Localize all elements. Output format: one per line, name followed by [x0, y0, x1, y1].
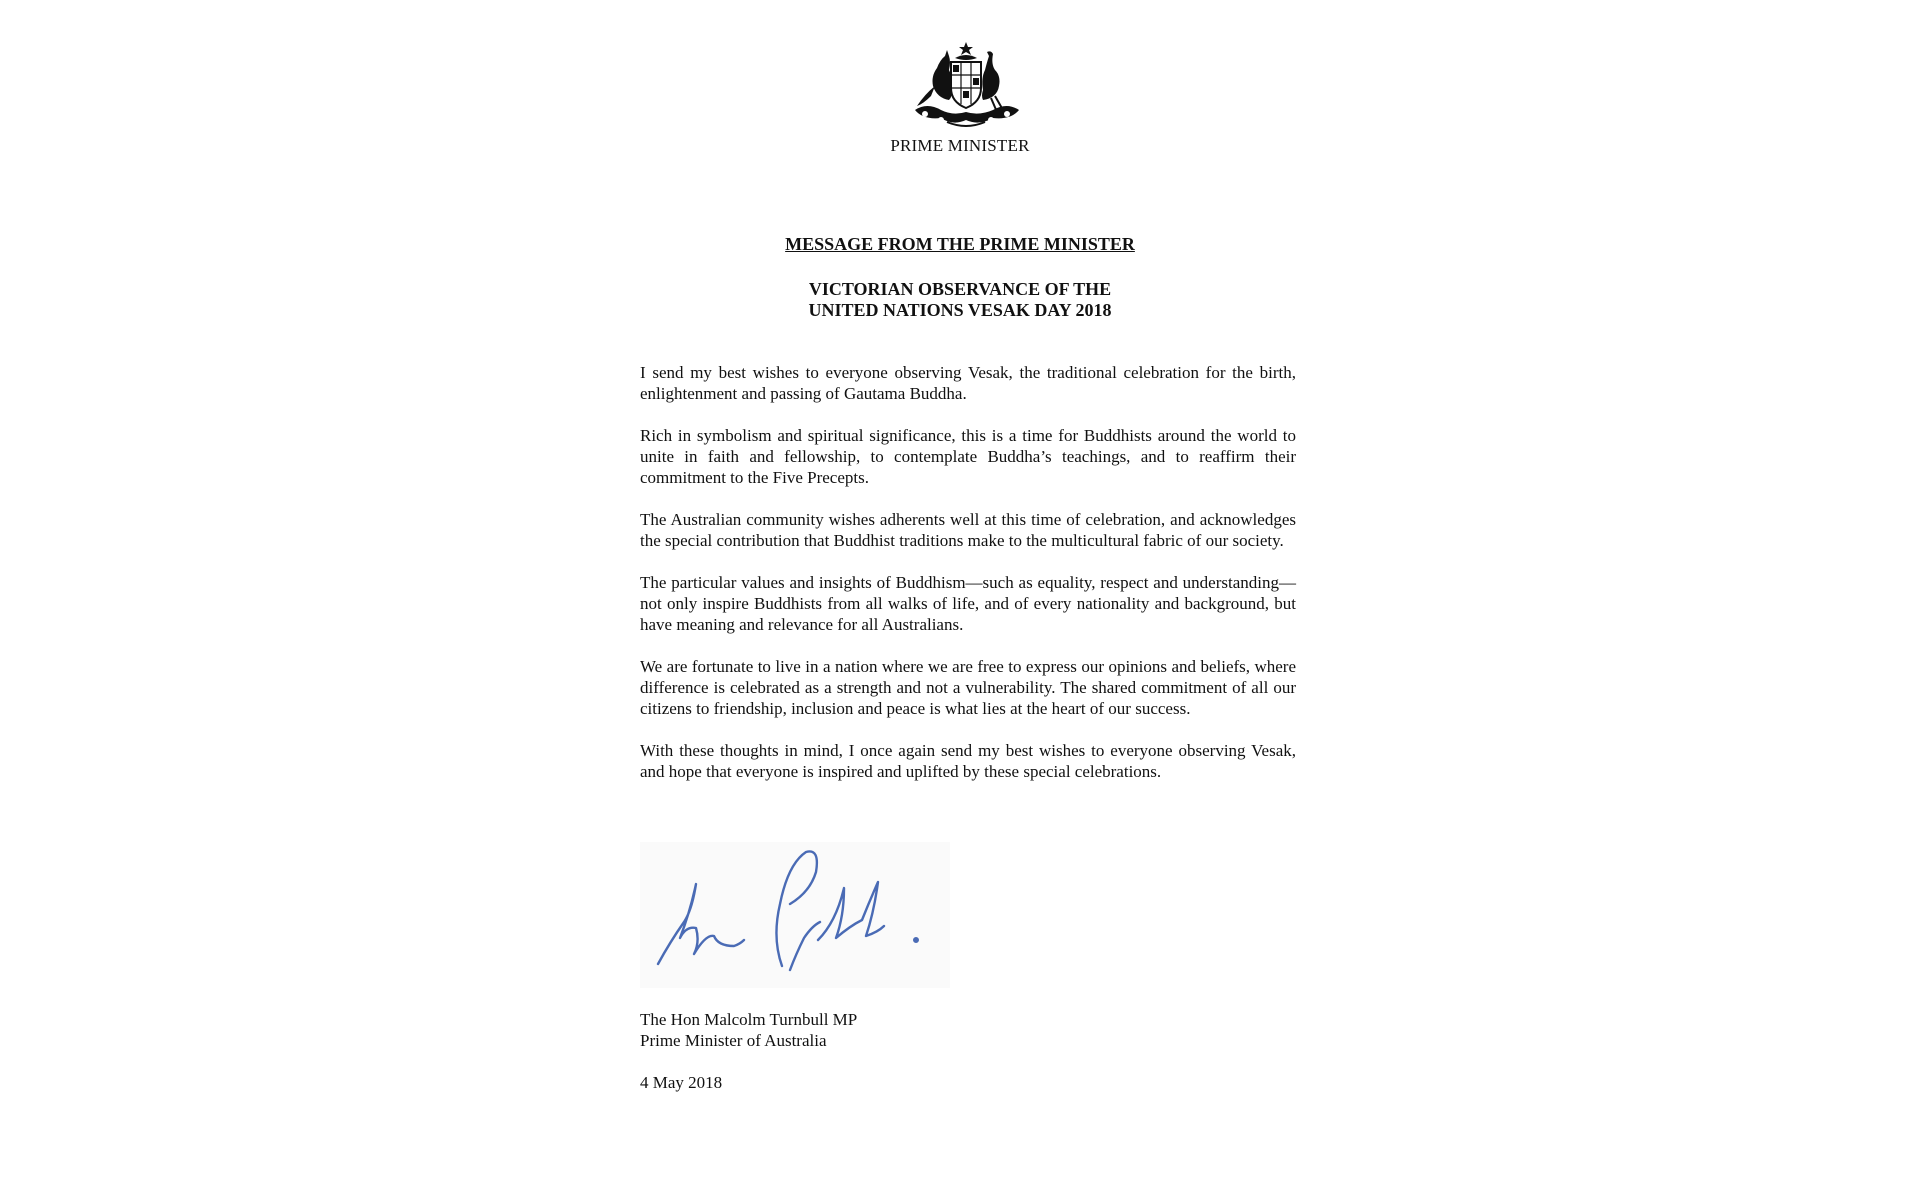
paragraph: The Australian community wishes adherents well at this time of celebration, and acknowledges the special contribution that Buddhist traditions make to the multicultural fabric of our society.: [640, 510, 1296, 550]
paragraph: The particular values and insights of Buddhism—such as equality, respect and understanding—not only inspire Buddhists from all walks of life, and of every nationality and background, but have meaning and relevance for all Australians.: [640, 573, 1296, 634]
subtitle-line-2: UNITED NATIONS VESAK DAY 2018: [808, 300, 1112, 320]
signatory-block: [640, 1009, 857, 1051]
paragraph: Rich in symbolism and spiritual significance, this is a time for Buddhists around the world to unite in faith and fellowship, to contemplate Buddha’s teachings, and to reaffirm their commitment to the Five Precepts.: [640, 426, 1296, 487]
office-title: PRIME MINISTER: [890, 136, 1030, 155]
paragraph: I send my best wishes to everyone observing Vesak, the traditional celebration for the birth, enlightenment and passing of Gautama Buddha.: [640, 363, 1296, 403]
signatory-title: Prime Minister of Australia: [640, 1031, 827, 1050]
subtitle-line-1: VICTORIAN OBSERVANCE OF THE: [808, 279, 1112, 299]
signatory-name: The Hon Malcolm Turnbull MP: [640, 1010, 858, 1029]
letter-date: 4 May 2018: [640, 1073, 723, 1092]
message-heading: MESSAGE FROM THE PRIME MINISTER: [785, 234, 1135, 254]
handwritten-signature: [640, 842, 950, 988]
paragraph: With these thoughts in mind, I once again send my best wishes to everyone observing Vesak, and hope that everyone is inspired and uplifted by these special celebrations.: [640, 741, 1296, 781]
australian-coat-of-arms-icon: [907, 40, 1027, 128]
message-body: [640, 362, 1296, 803]
paragraph: We are fortunate to live in a nation where we are free to express our opinions and beliefs, where difference is celebrated as a strength and not a vulnerability. The shared commitment of all our citizens to friendship, inclusion and peace is what lies at the heart of our success.: [640, 657, 1296, 718]
message-subtitle: [0, 279, 1920, 321]
